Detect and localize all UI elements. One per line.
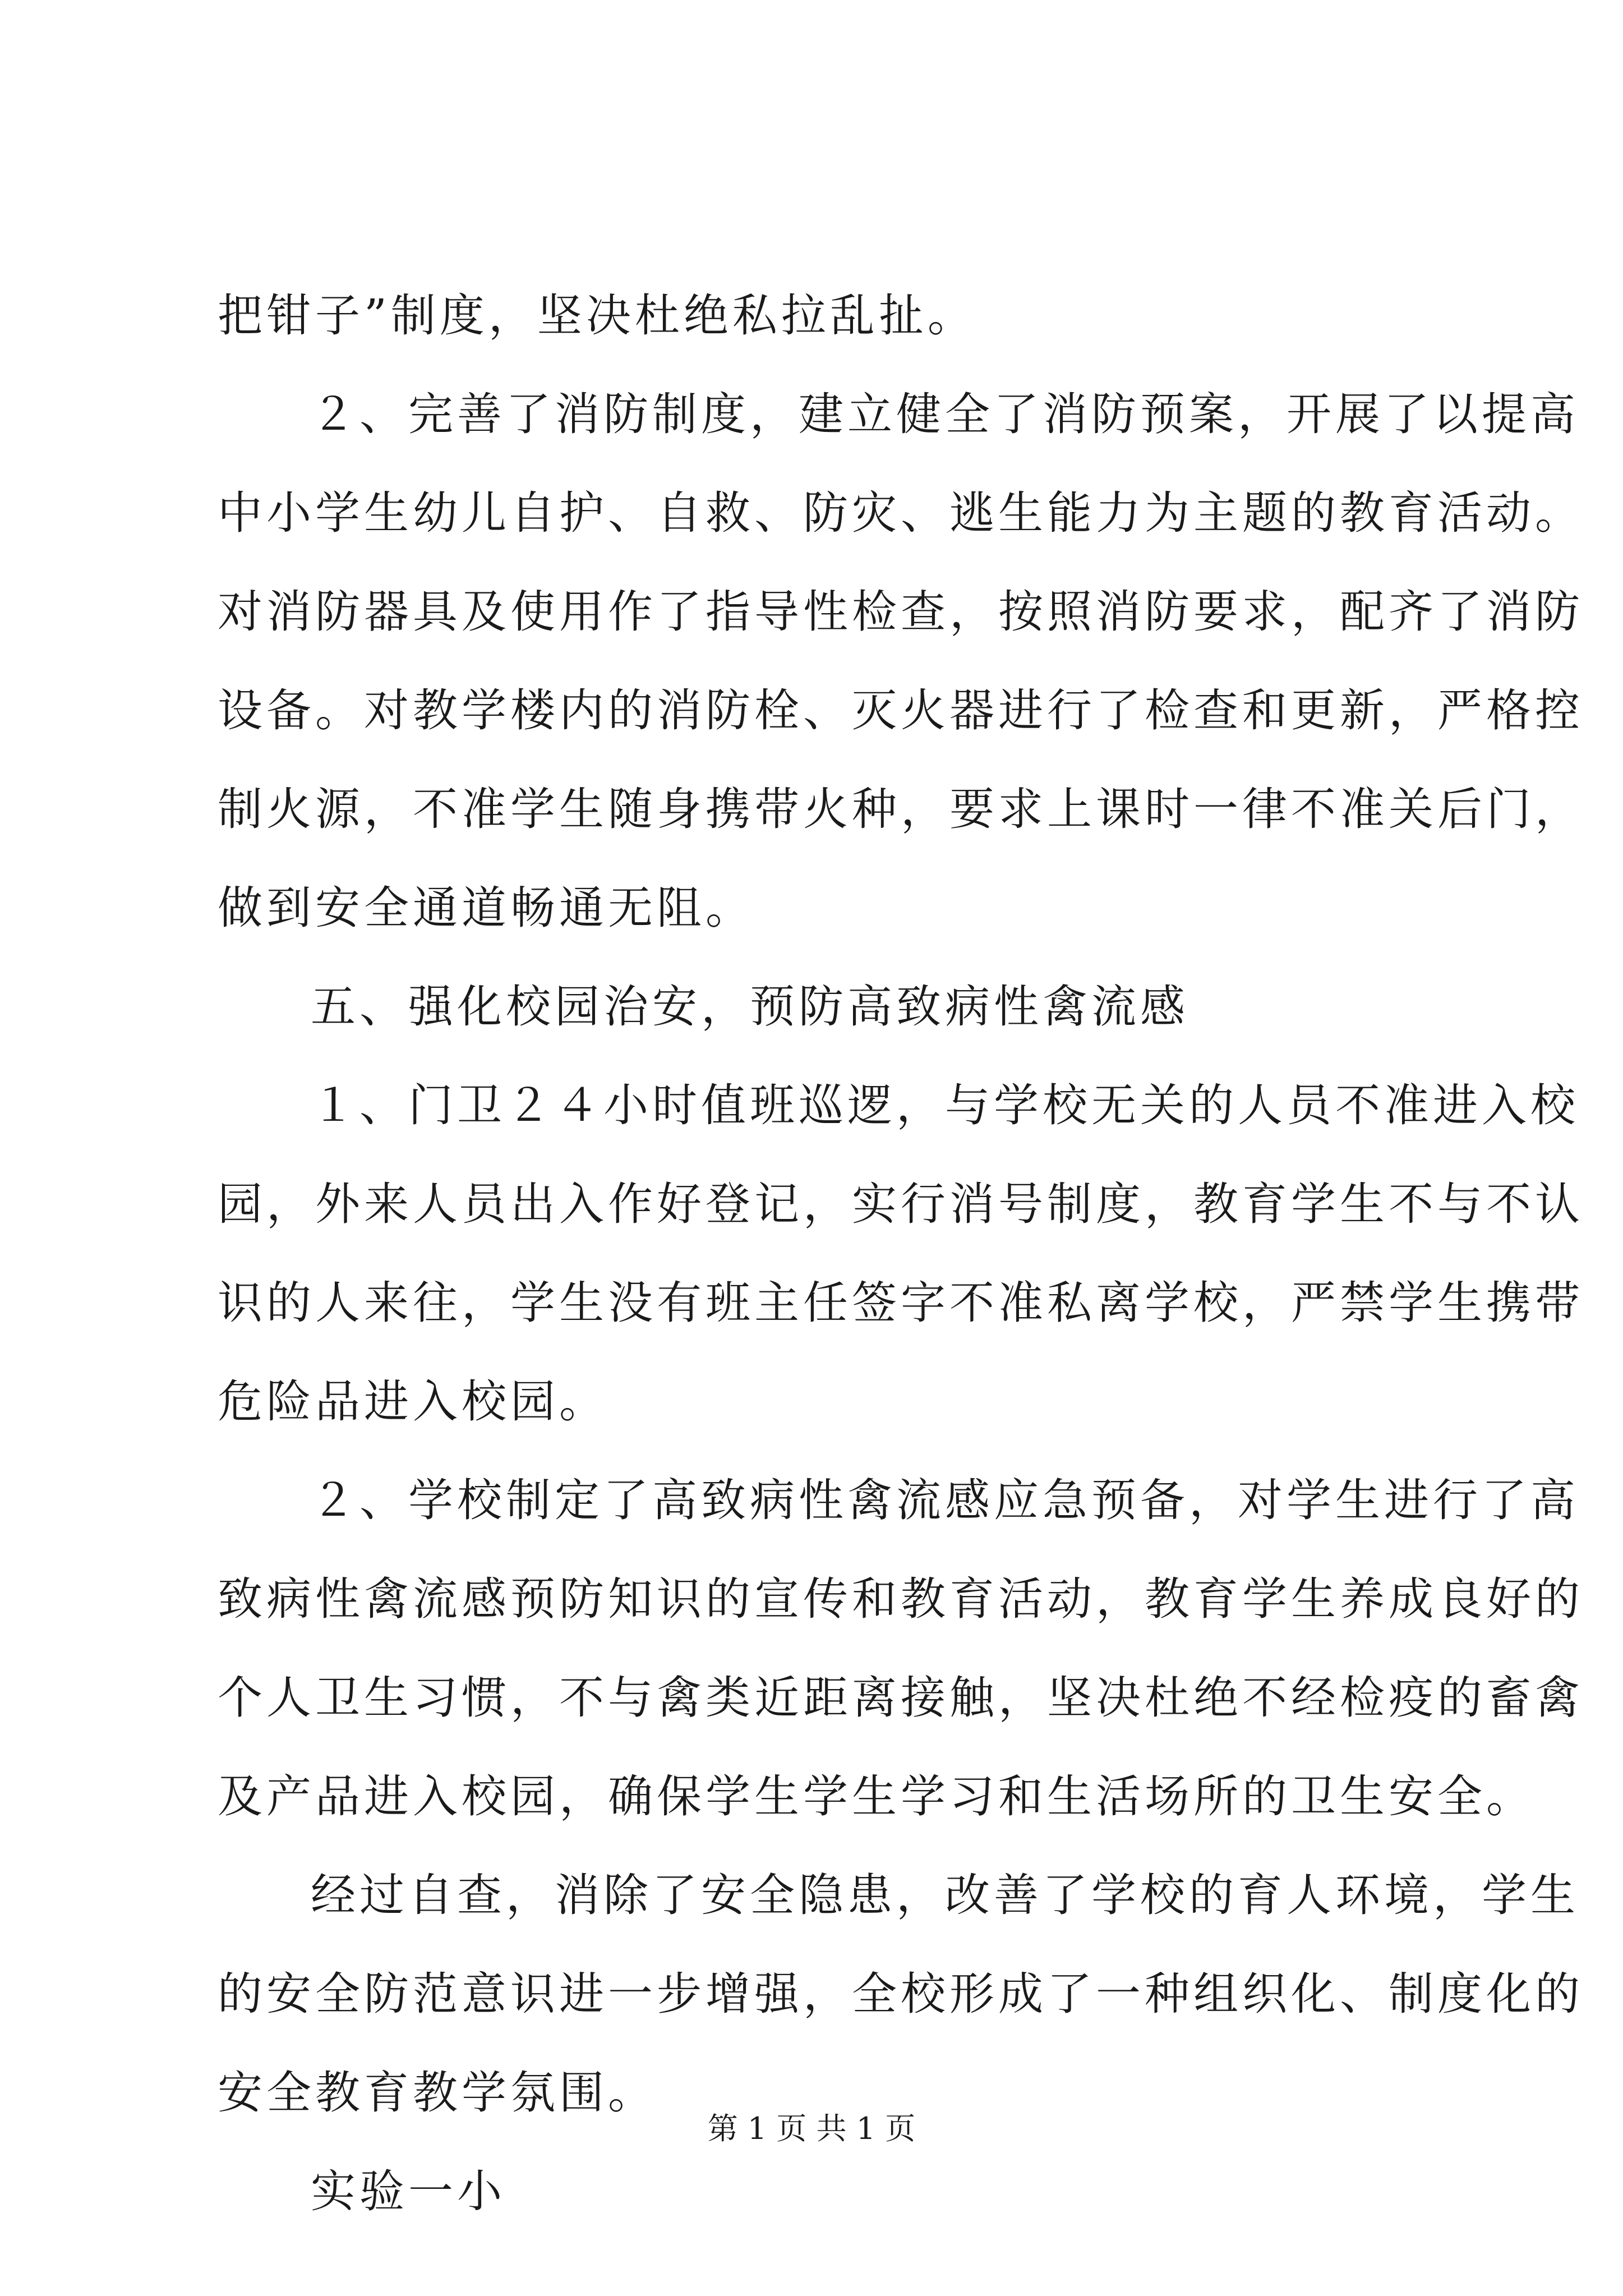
text-line: 危险品进入校园。: [218, 1375, 608, 1428]
text-line: 及产品进入校园，确保学生学生学习和生活场所的卫生安全。: [218, 1770, 1535, 1823]
page-footer: 第 1 页 共 1 页: [707, 2111, 916, 2146]
text-line: 个人卫生习惯，不与禽类近距离接触，坚决杜绝不经检疫的畜禽: [218, 1672, 1584, 1724]
text-line: １、门卫２４小时值班巡逻，与学校无关的人员不准进入校: [311, 1079, 1579, 1131]
text-line: 把钳子”制度，坚决杜绝私拉乱扯。: [218, 289, 976, 342]
text-line: ２、完善了消防制度，建立健全了消防预案，开展了以提高: [311, 388, 1579, 440]
text-line: ２、学校制定了高致病性禽流感应急预备，对学生进行了高: [311, 1474, 1579, 1526]
text-line: 识的人来往，学生没有班主任签字不准私离学校，严禁学生携带: [218, 1277, 1584, 1329]
text-line: 实验一小: [311, 2165, 506, 2217]
text-line: 对消防器具及使用作了指导性检查，按照消防要求，配齐了消防: [218, 586, 1584, 638]
text-line: 做到安全通道畅通无阻。: [218, 882, 754, 934]
text-line: 致病性禽流感预防知识的宣传和教育活动，教育学生养成良好的: [218, 1573, 1584, 1625]
text-line: 五、强化校园治安，预防高致病性禽流感: [311, 981, 1189, 1033]
text-line: 安全教育教学氛围。: [218, 2067, 657, 2119]
document-body: [218, 266, 1584, 2241]
text-line: 经过自查，消除了安全隐患，改善了学校的育人环境，学生: [311, 1869, 1579, 1921]
text-line: 设备。对教学楼内的消防栓、灭火器进行了检查和更新，严格控: [218, 684, 1584, 737]
text-line: 中小学生幼儿自护、自救、防灾、逃生能力为主题的教育活动。: [218, 487, 1584, 539]
text-line: 园，外来人员出入作好登记，实行消号制度，教育学生不与不认: [218, 1178, 1584, 1230]
text-line: 制火源，不准学生随身携带火种，要求上课时一律不准关后门，: [218, 783, 1584, 835]
text-line: 的安全防范意识进一步增强，全校形成了一种组织化、制度化的: [218, 1968, 1584, 2020]
